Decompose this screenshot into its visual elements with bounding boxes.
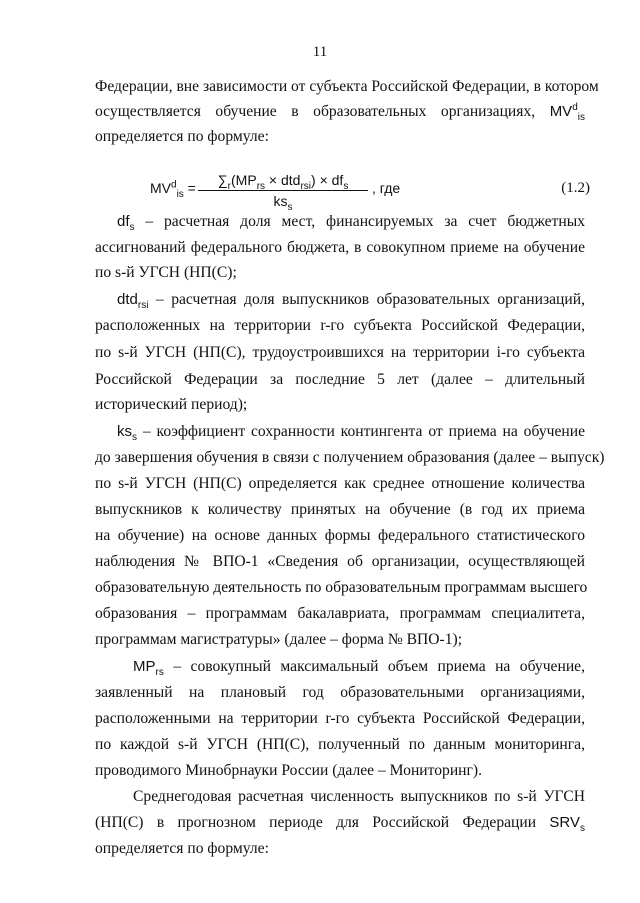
text-line: определяется по формуле: [95,840,269,857]
text-line: расположенными на территории r-го субъекта Российской Федерации, [95,710,585,727]
text-line: Федерации, вне зависимости от субъекта Российской Федерации, в котором [95,78,599,95]
text-line: (НП(С) в прогнозном периоде для Российской Федерации $SRV_s$ [95,814,585,834]
text-line: на обучение) на основе данных формы федерального статистического [95,527,585,544]
text-line: программам магистратуры» (далее – форма № ВПО-1); [95,631,463,648]
text-line: dtd$_{rsi}$ – расчетная доля выпускников образовательных организаций, [117,291,585,311]
var-df: $df_s$ [117,213,135,233]
text-line: $MP_{rs}$ – совокупный максимальный объем приема на обучение, [133,658,585,678]
text-line: проводимого Минобрнауки России (далее – Мониторинг). [95,762,483,779]
text-line: ассигнований федерального бюджета, в совокупном приеме на обучение [95,239,585,256]
text-line: Российской Федерации за последние 5 лет (далее – длительный [95,371,585,388]
text-line: определяется по формуле: [95,128,269,145]
var-mp: $MP_{rs}$ [133,658,164,678]
var-dtd: dtd$_{rsi}$ [117,291,149,311]
formula-denominator: $ks_s$ [273,193,293,213]
text-line: до завершения обучения в связи с получением образования (далее – выпуск) [95,449,605,466]
var-srv: $SRV_s$ [549,814,585,834]
text-line: по s-й УГСН (НП(С); [95,264,237,281]
formula-1-2 [150,172,590,212]
formula-lhs: $MV^d_{is}$ = [150,179,196,200]
text-line: образовательную деятельность по образовательным программам высшего [95,579,588,596]
text-line: выпускников к количеству принятых на обучение (в год их приема [95,501,585,518]
text-line: расположенных на территории r-го субъекта Российской Федерации, [95,317,585,334]
var-mv: $MV^d_{is}$ [549,102,585,123]
formula-number: (1.2) [561,180,590,196]
formula-numerator: $\sum_r(MP_{rs} \times dtd_{rsi}) \times df_s$ [198,172,368,191]
text-line: по s-й УГСН (НП(С) определяется как среднее отношение количества [95,475,585,492]
var-ks: $ks_s$ [117,423,137,443]
formula-where: , где [372,180,401,196]
page-number: 11 [312,44,328,60]
text-line: исторический период); [95,396,248,413]
formula-fraction [198,172,368,213]
text-line: по s-й УГСН (НП(С), трудоустроившихся на территории i-го субъекта [95,344,585,361]
text-line: осуществляется обучение в образовательных организациях, $MV^d_{is}$ [95,102,585,123]
text-line: заявленный на плановый год образовательными организациями, [95,684,585,701]
text-line: $ks_s$ – коэффициент сохранности контингента от приема на обучение [117,423,585,443]
text-line: $df_s$ – расчетная доля мест, финансируемых за счет бюджетных [117,213,585,233]
text-line: образования – программам бакалавриата, программам специалитета, [95,605,585,622]
text-line: Среднегодовая расчетная численность выпускников по s-й УГСН [133,788,585,805]
text-line: по каждой s-й УГСН (НП(С), полученный по данным мониторинга, [95,736,585,753]
text-line: наблюдения № ВПО-1 «Сведения об организации, осуществляющей [95,553,585,570]
